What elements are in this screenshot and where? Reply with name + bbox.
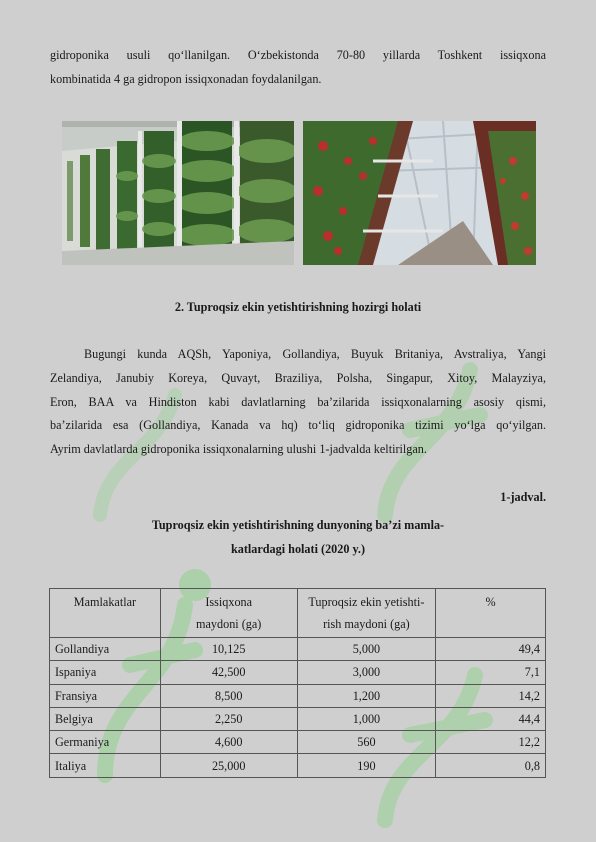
table-header-row: [50, 589, 546, 638]
strawberry-hydroponic-photo: [303, 121, 536, 265]
cell-greenhouse: 25,000: [160, 754, 297, 777]
table-row: [50, 754, 546, 777]
text-line: Zelandiya, Janubiy Koreya, Quvayt, Braziliya, Polsha, Singapur, Xitoy, Malayziya,: [50, 370, 546, 385]
cell-greenhouse: 8,500: [160, 684, 297, 707]
table-title: [50, 513, 546, 561]
cell-soilless: 5,000: [297, 638, 436, 661]
text-line: ba’zilarida esa (Gollandiya, Kanada va hq) to‘liq gidroponika tizimi yo‘lga qo‘yilgan.: [50, 418, 546, 433]
header-country: Mamlakatlar: [50, 589, 161, 638]
cell-country: Ispaniya: [50, 661, 161, 684]
cell-percent: 12,2: [436, 731, 546, 754]
greenhouse-photos: [62, 121, 536, 265]
cell-soilless: 190: [297, 754, 436, 777]
cell-percent: 44,4: [436, 707, 546, 730]
table-title-line: Tuproqsiz ekin yetishtirishning dunyoning ba’zi mamla-: [151, 518, 445, 532]
header-greenhouse-area: Issiqxona maydoni (ga): [160, 589, 297, 638]
text-line: Ayrim davlatlarda gidroponika issiqxonalarning ulushi 1-jadvalda keltirilgan.: [50, 442, 427, 457]
cell-country: Fransiya: [50, 684, 161, 707]
cell-soilless: 560: [297, 731, 436, 754]
intro-paragraph: [50, 44, 546, 92]
cell-country: Gollandiya: [50, 638, 161, 661]
cell-greenhouse: 10,125: [160, 638, 297, 661]
section-paragraph: [50, 343, 546, 462]
table-row: [50, 731, 546, 754]
header-percent: %: [436, 589, 546, 638]
text-line: kombinatida 4 ga gidropon issiqxonadan foydalanilgan.: [50, 71, 322, 86]
cell-percent: 0,8: [436, 754, 546, 777]
table-title-line: katlardagi holati (2020 y.): [230, 542, 366, 556]
text-line: Eron, BAA va Hindiston kabi davlatlarning ba’zilarida issiqxonalarning asosiy qismi,: [50, 394, 546, 409]
cell-greenhouse: 2,250: [160, 707, 297, 730]
text-line: Bugungi kunda AQSh, Yaponiya, Gollandiya, Buyuk Britaniya, Avstraliya, Yangi: [84, 347, 546, 361]
text-line: gidroponika usuli qo‘llanilgan. O‘zbekistonda 70-80 yillarda Toshkent issiqxona: [50, 48, 546, 62]
cell-country: Germaniya: [50, 731, 161, 754]
table-row: [50, 638, 546, 661]
statistics-table: [49, 588, 546, 778]
table-label: 1-jadval.: [500, 490, 546, 504]
cell-greenhouse: 4,600: [160, 731, 297, 754]
cell-country: Italiya: [50, 754, 161, 777]
table-row: [50, 684, 546, 707]
cell-country: Belgiya: [50, 707, 161, 730]
cell-soilless: 3,000: [297, 661, 436, 684]
section-heading: 2. Tuproqsiz ekin yetishtirishning hozirgi holati: [174, 300, 422, 314]
vertical-hydroponic-photo: [62, 121, 294, 265]
cell-soilless: 1,000: [297, 707, 436, 730]
cell-percent: 49,4: [436, 638, 546, 661]
cell-percent: 7,1: [436, 661, 546, 684]
cell-soilless: 1,200: [297, 684, 436, 707]
cell-percent: 14,2: [436, 684, 546, 707]
header-soilless-area: Tuproqsiz ekin yetishti- rish maydoni (ga): [297, 589, 436, 638]
cell-greenhouse: 42,500: [160, 661, 297, 684]
table-row: [50, 707, 546, 730]
table-row: [50, 661, 546, 684]
